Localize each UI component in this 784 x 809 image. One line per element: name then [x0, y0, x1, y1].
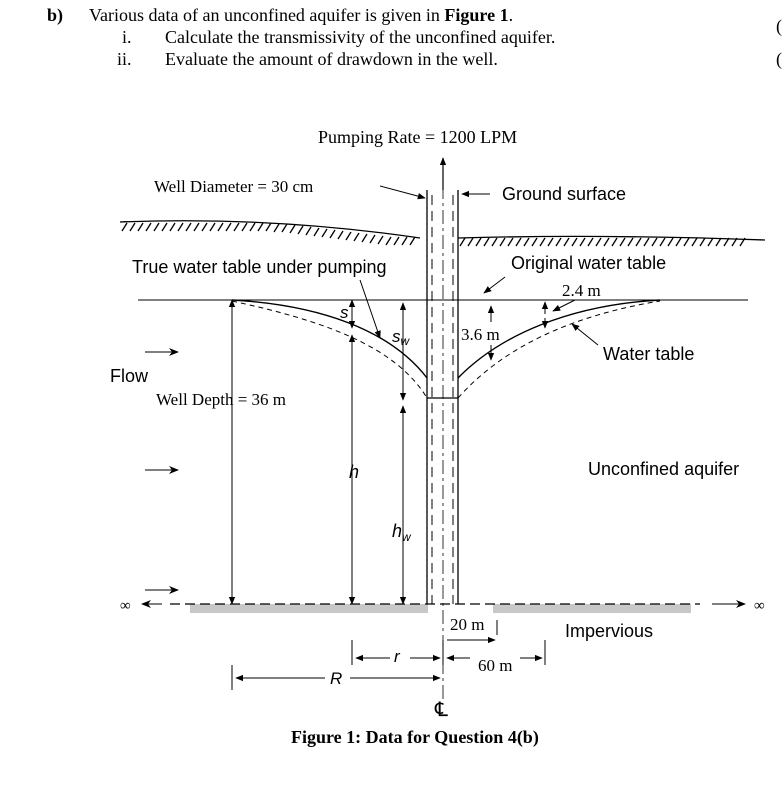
ground-surface-right	[458, 236, 765, 246]
question-intro-period: .	[508, 5, 514, 25]
ground-surface-left	[120, 221, 420, 245]
distance-3-6-label: 3.6 m	[461, 325, 500, 344]
pumping-rate-label: Pumping Rate = 1200 LPM	[318, 127, 518, 147]
ground-surface-label: Ground surface	[502, 184, 627, 204]
question-item-2-number: ii.	[117, 49, 132, 69]
original-water-table-label: Original water table	[511, 253, 667, 273]
centerline-label: ℄	[435, 699, 448, 721]
R-label: R	[330, 669, 343, 688]
true-water-table-label: True water table under pumping	[132, 257, 387, 277]
r-label: r	[394, 647, 400, 666]
unconfined-aquifer-label: Unconfined aquifer	[588, 459, 740, 479]
margin-mark-1: (	[776, 16, 782, 36]
distance-20-label: 20 m	[450, 615, 485, 634]
question-item-2-text: Evaluate the amount of drawdown in the well.	[165, 49, 498, 69]
h-label: h	[349, 462, 360, 482]
well-depth-label: Well Depth = 36 m	[156, 390, 287, 409]
water-table-label: Water table	[603, 344, 695, 364]
hw-subscript: w	[402, 530, 411, 544]
drawdown-curves	[232, 300, 660, 398]
question-intro-text: Various data of an unconfined aquifer is given in	[89, 5, 445, 25]
impervious-layer-left	[190, 604, 428, 613]
hw-main: h	[392, 521, 403, 541]
well-diameter-label: Well Diameter = 30 cm	[154, 177, 314, 196]
hw-label	[392, 521, 412, 544]
distance-2-4-label: 2.4 m	[562, 281, 601, 300]
sw-main: s	[392, 327, 401, 346]
infinity-right-label: ∞	[754, 598, 765, 614]
margin-mark-2: (	[776, 49, 782, 69]
sw-label	[392, 327, 411, 348]
impervious-layer-right	[493, 604, 691, 613]
figure-caption: Figure 1: Data for Question 4(b)	[291, 727, 539, 747]
impervious-label: Impervious	[565, 621, 654, 641]
question-part-label: b)	[47, 5, 64, 25]
s-label: s	[340, 303, 349, 322]
distance-60-label: 60 m	[478, 656, 513, 675]
question-item-1-text: Calculate the transmissivity of the unconfined aquifer.	[165, 27, 556, 47]
flow-label: Flow	[110, 366, 149, 386]
infinity-left-label: ∞	[120, 598, 131, 614]
figure-reference: Figure 1	[444, 5, 509, 25]
question-item-1-number: i.	[122, 27, 132, 47]
sw-subscript: w	[400, 334, 410, 348]
